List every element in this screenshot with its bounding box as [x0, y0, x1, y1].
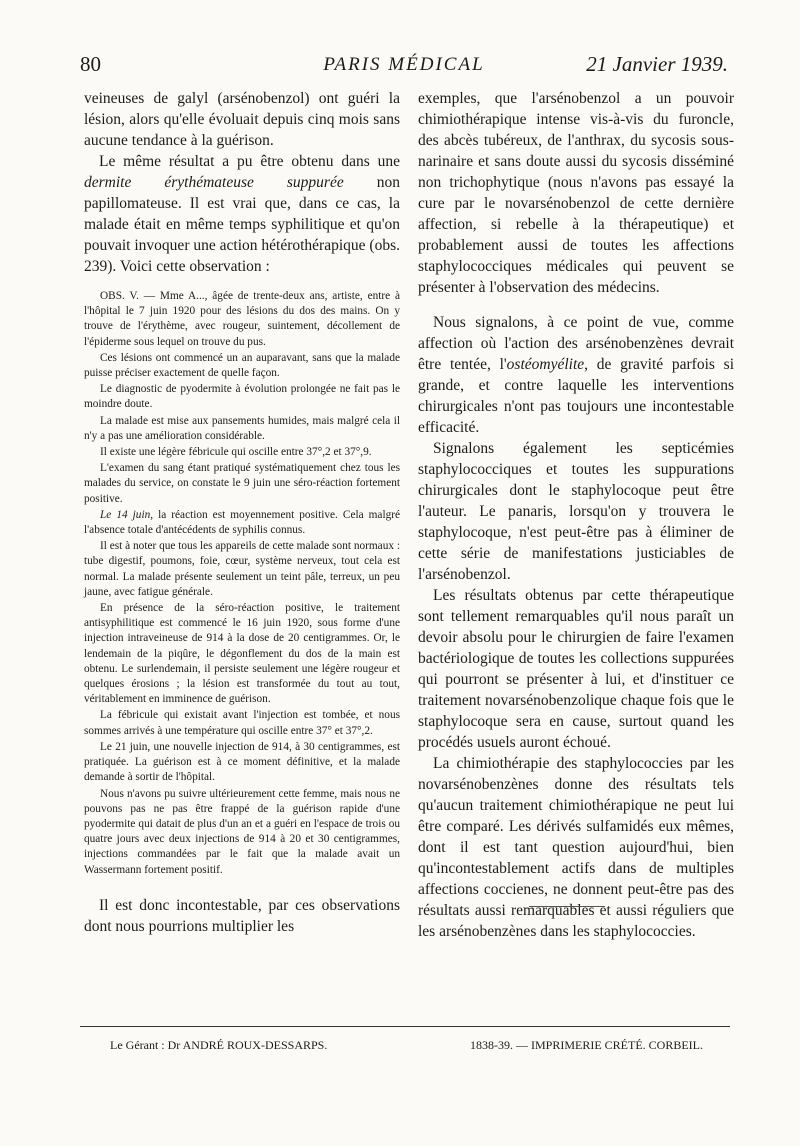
observation-block [84, 289, 400, 878]
footer-manager: Le Gérant : Dr ANDRÉ ROUX-DESSARPS. [110, 1038, 328, 1052]
left-column [84, 88, 400, 937]
observation-paragraph: Il existe une légère fébricule qui oscille entre 37°,2 et 37°,9. [100, 446, 372, 459]
observation-paragraph: Le 14 juin, la réaction est moyennement positive. Cela malgré l'absence totale d'antécédents de syphilis connus. [84, 508, 401, 537]
observation-paragraph: OBS. V. — Mme A..., âgée de trente-deux ans, artiste, entre à l'hôpital le 7 juin 1920 pour des lésions du dos des mains. On y trouve de l'érythème, avec rougeur, suintement, décollement de l'épiderme sous lequel on trouve du pus. [84, 290, 400, 348]
observation-paragraph: La malade est mise aux pansements humides, mais malgré cela il n'y a pas une amélioration considérable. [84, 414, 400, 442]
paragraph: La chimiothérapie des staphylococcies par les novarsénobenzènes donne des résultats tels qu'aucun traitement chimiothérapique ne peut lui être comparé. Les dérivés sulfamidés eux mêmes, dont il est tant question aujourd'hui, bien qu'incontestablement actifs dans de multiples affections coccienes, ne donnent peut-être pas des résultats aussi remarquables et aussi réguliers que les arsénobenzènes dans les staphylococcies. [418, 755, 734, 940]
observation-paragraph: Le diagnostic de pyodermite à évolution prolongée ne fait pas le moindre doute. [84, 383, 400, 411]
paragraph: veineuses de galyl (arsénobenzol) ont guéri la lésion, alors qu'elle évoluait depuis cinq mois sans aucune tendance à la guérison. [84, 90, 400, 149]
paragraph: exemples, que l'arsénobenzol a un pouvoir chimiothérapique intense vis-à-vis du furoncle, des abcès tubéreux, de l'anthrax, du sycosis sous-narinaire et sans doute aussi du sycosis disséminé non trichophytique (nous n'avons pas essayé la cure par le novarsénobenzol de cette dernière affection, si rebelle à la thérapeutique) et probablement aussi de toutes les affections staphylococciques médicales qui peuvent se présenter à l'observation des médecins. [418, 90, 734, 296]
observation-paragraph: La fébricule qui existait avant l'injection est tombée, et nous sommes arrivés à une température qui oscille entre 37° et 37°,2. [84, 709, 400, 737]
paragraph: Les résultats obtenus par cette thérapeutique sont tellement remarquables qu'il nous paraît un devoir absolu pour le chirurgien de faire l'examen bactériologique de toutes les collections suppurées qui pourront se présenter à lui, et d'instituer ce traitement novarsénobenzolique chaque fois que le staphylocoque sera en cause, surtout quand les procédés usuels auront échoué. [418, 587, 734, 751]
paragraph: Il est donc incontestable, par ces observations dont nous pourrions multiplier les [84, 896, 400, 935]
footer-rule [80, 1026, 730, 1027]
observation-paragraph: L'examen du sang étant pratiqué systématiquement chez tous les malades du service, on constate le 9 juin une séro-réaction fortement positive. [84, 462, 400, 505]
observation-paragraph: Ces lésions ont commencé un an auparavant, sans que la malade puisse préciser exactement de quelle façon. [84, 351, 400, 380]
paragraph: Le même résultat a pu être obtenu dans une dermite érythémateuse suppurée non papillomateuse. Il est vrai que, dans ce cas, la malade était en même temps syphilitique et qu'on pouvait invoquer une action hétérothérapique (obs. 239). Voici cette observation : [84, 153, 400, 275]
observation-paragraph: Il est à noter que tous les appareils de cette malade sont normaux : tube digestif, poumons, foie, cœur, système nerveux, tout cela est normal. La malade présente seulement un teint pâle, terreux, un peu jaune, avec fatigue générale. [84, 540, 400, 598]
paragraph: Nous signalons, à ce point de vue, comme affection où l'action des arsénobenzènes devrait être tentée, l'ostéomyélite, de gravité parfois si grande, et contre laquelle les interventions chirurgicales n'ont pas toujours une incontestable efficacité. [418, 314, 735, 436]
right-column [418, 88, 734, 942]
footer-printer: 1838-39. — IMPRIMERIE CRÉTÉ. CORBEIL. [470, 1038, 703, 1052]
observation-paragraph: En présence de la séro-réaction positive, le traitement antisyphilitique est commencé le 16 juin 1920, sous forme d'une injection intraveineuse de 914 à la dose de 20 centigrammes. Or, le lendemain de la piqûre, le dégonflement du dos de la main est obtenu. Le surlendemain, il persiste seulement une légère rougeur et quelques érosions ; la lésion est transformée du tout au tout, véritablement en imminence de guérison. [84, 602, 400, 706]
issue-date: 21 Janvier 1939. [586, 52, 728, 76]
observation-paragraph: Le 21 juin, une nouvelle injection de 914, à 30 centigrammes, est pratiquée. La guérison est à ce moment définitive, et la malade demande à sortir de l'hôpital. [84, 740, 400, 784]
observation-paragraph: Nous n'avons pu suivre ultérieurement cette femme, mais nous ne pouvons pas ne pas être frappé de la guérison rapide d'une pyodermite qui datait de plus d'un an et a guéri en l'espace de trois ou quatre jours avec deux injections de 914 à 20 et 30 centigrammes, injections commandées par le fait que la malade avait un Wassermann fortement positif. [84, 787, 400, 876]
section-separator [529, 906, 605, 907]
journal-title: PARIS MÉDICAL [323, 54, 485, 75]
paragraph: Signalons également les septicémies staphylococciques et toutes les suppurations chirurgicales dont le staphylocoque peut être l'auteur. Le panaris, lorsqu'on y trouvera le staphylocoque, n'est peut-être pas à éliminer de cette série de manifestations justiciables de l'arsénobenzol. [418, 440, 734, 583]
running-header [80, 52, 728, 82]
page-number: 80 [80, 52, 101, 76]
